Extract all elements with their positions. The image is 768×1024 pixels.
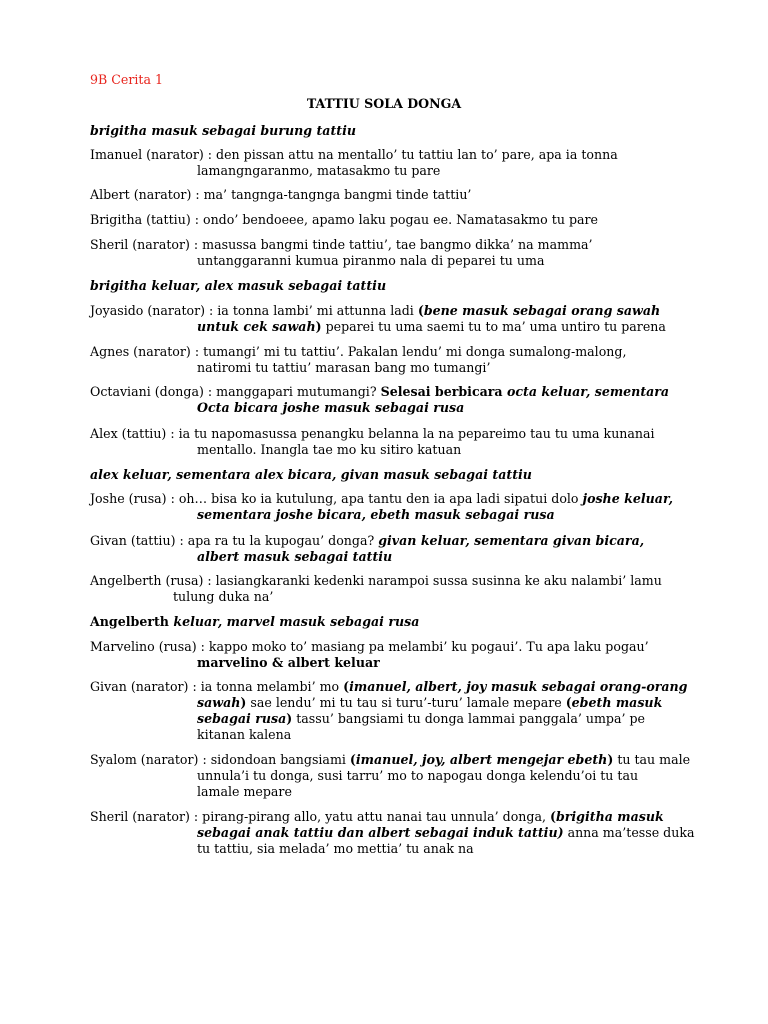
document-label: 9B Cerita 1 [90, 72, 163, 87]
stage-direction: ) [286, 711, 293, 726]
script-line [90, 303, 660, 319]
script-line [197, 711, 645, 727]
script-line [90, 147, 618, 163]
document-title: TATTIU SOLA DONGA [306, 96, 462, 111]
dialogue-text: Albert (narator) : ma’ tangnga-tangnga bangmi tinde tattiu’ [90, 187, 472, 202]
stage-direction: ) [607, 752, 614, 767]
dialogue-text: mentallo. Inangla tae mo ku sitiro katuan [197, 442, 462, 457]
stage-direction: octa keluar, sementara [506, 384, 670, 399]
stage-direction: albert masuk sebagai tattiu [197, 549, 393, 564]
stage-direction: sebagai rusa [197, 711, 287, 726]
stage-direction: brigitha masuk [555, 809, 664, 824]
stage-direction: alex keluar, sementara alex bicara, givan masuk sebagai tattiu [90, 467, 532, 482]
dialogue-text: Imanuel (narator) : den pissan attu na mentallo’ tu tattiu lan to’ pare, apa ia tonna [90, 147, 618, 162]
script-line [197, 655, 380, 671]
script-line [90, 278, 386, 294]
script-line [90, 679, 687, 695]
dialogue-text: Joshe (rusa) : oh… bisa ko ia kutulung, apa tantu den ia apa ladi sipatui dolo [90, 491, 583, 506]
stage-direction: imanuel, joy, albert mengejar ebeth [355, 752, 608, 767]
stage-direction: bene masuk sebagai orang sawah [423, 303, 661, 318]
script-line [197, 695, 662, 711]
stage-direction: Angelberth [90, 614, 174, 629]
script-line [197, 727, 291, 743]
script-line [90, 344, 626, 360]
script-line [90, 426, 655, 442]
stage-direction: ( [343, 679, 350, 694]
stage-direction: ( [349, 752, 356, 767]
dialogue-text: Joyasido (narator) : ia tonna lambi’ mi attunna ladi [90, 303, 418, 318]
stage-direction: ebeth masuk [571, 695, 663, 710]
dialogue-text: unnula’i tu donga, susi tarru’ mo to napogau donga kelendu’oi tu tau [197, 768, 639, 783]
dialogue-text: Syalom (narator) : sidondoan bangsiami [90, 752, 350, 767]
dialogue-text: Brigitha (tattiu) : ondo’ bendoeee, apamo laku pogau ee. Namatasakmo tu pare [90, 212, 598, 227]
dialogue-text: anna ma’tesse duka [563, 825, 695, 840]
script-line [90, 639, 649, 655]
stage-direction: keluar, marvel masuk sebagai rusa [173, 614, 420, 629]
dialogue-text: natiromi tu tattiu’ marasan bang mo tumangi’ [197, 360, 491, 375]
script-line [197, 360, 490, 376]
stage-direction: ) [240, 695, 247, 710]
script-line [90, 573, 662, 589]
script-line [197, 768, 638, 784]
dialogue-text: Givan (tattiu) : apa ra tu la kupogau’ donga? [90, 533, 379, 548]
dialogue-text: peparei tu uma saemi tu to ma’ uma untiro tu parena [321, 319, 666, 334]
dialogue-text: Alex (tattiu) : ia tu napomasussa penangku belanna la na pepareimo tau tu uma kunanai [90, 426, 655, 441]
dialogue-text: tu tau male [613, 752, 691, 767]
stage-direction: sebagai anak tattiu dan albert sebagai induk tattiu) [197, 825, 564, 840]
stage-direction: brigitha masuk sebagai burung tattiu [90, 123, 357, 138]
stage-direction: imanuel, albert, joy masuk sebagai orang-orang [349, 679, 688, 694]
script-line [197, 507, 555, 523]
script-line [197, 549, 392, 565]
dialogue-text: Sheril (narator) : masussa bangmi tinde tattiu’, tae bangmo dikka’ na mamma’ [90, 237, 593, 252]
dialogue-text: Angelberth (rusa) : lasiangkaranki kedenki narampoi sussa susinna ke aku nalambi’ lamu [90, 573, 662, 588]
stage-direction: Octa bicara joshe masuk sebagai rusa [197, 400, 465, 415]
stage-direction: marvelino & albert keluar [197, 655, 380, 670]
script-line [90, 809, 664, 825]
stage-direction: untuk cek sawah [197, 319, 316, 334]
dialogue-text: Marvelino (rusa) : kappo moko to’ masiang pa melambi’ ku pogaui’. Tu apa laku pogau’ [90, 639, 649, 654]
stage-direction: ) [315, 319, 322, 334]
dialogue-text: tu tattiu, sia melada’ mo mettia’ tu anak na [197, 841, 474, 856]
dialogue-text: Agnes (narator) : tumangi’ mi tu tattiu’. Pakalan lendu’ mi donga sumalong-malong, [90, 344, 627, 359]
stage-direction: ( [549, 809, 556, 824]
script-line [197, 825, 694, 841]
dialogue-text: Sheril (narator) : pirang-pirang allo, yatu attu nanai tau unnula’ donga, [90, 809, 550, 824]
script-line [90, 752, 690, 768]
script-line [173, 589, 273, 605]
script-line [90, 533, 644, 549]
script-line [90, 614, 419, 630]
script-line [197, 400, 464, 416]
script-line [197, 841, 474, 857]
stage-direction: ( [417, 303, 424, 318]
stage-direction: joshe keluar, [582, 491, 674, 506]
script-line [197, 163, 440, 179]
script-line [90, 212, 598, 228]
script-line [197, 253, 544, 269]
script-line [197, 319, 666, 335]
stage-direction: sementara joshe bicara, ebeth masuk sebagai rusa [197, 507, 555, 522]
dialogue-text: kitanan kalena [197, 727, 292, 742]
stage-direction: givan keluar, sementara givan bicara, [378, 533, 645, 548]
dialogue-text: lamangngaranmo, matasakmo tu pare [197, 163, 441, 178]
script-line [90, 187, 471, 203]
script-line [90, 467, 532, 483]
dialogue-text: tulung duka na’ [173, 589, 274, 604]
dialogue-text: untanggaranni kumua piranmo nala di peparei tu uma [197, 253, 545, 268]
script-line [90, 237, 593, 253]
stage-direction: Selesai berbicara [380, 384, 507, 399]
dialogue-text: sae lendu’ mi tu tau si turu’-turu’ lamale mepare [246, 695, 566, 710]
dialogue-text: tassu’ bangsiami tu donga lammai panggala’ umpa’ pe [292, 711, 646, 726]
script-line [197, 784, 292, 800]
script-line [197, 442, 461, 458]
stage-direction: sawah [197, 695, 241, 710]
dialogue-text: lamale mepare [197, 784, 292, 799]
stage-direction: ( [565, 695, 572, 710]
dialogue-text: Givan (narator) : ia tonna melambi’ mo [90, 679, 344, 694]
script-line [90, 491, 673, 507]
script-line [90, 384, 669, 400]
stage-direction: brigitha keluar, alex masuk sebagai tattiu [90, 278, 387, 293]
dialogue-text: Octaviani (donga) : manggapari mutumangi? [90, 384, 381, 399]
script-line [90, 123, 356, 139]
